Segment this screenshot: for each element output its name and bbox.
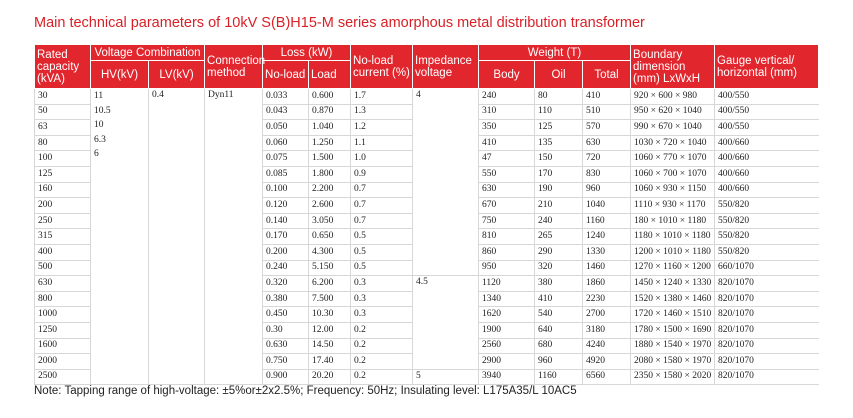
gauge-cell: 820/1070 bbox=[715, 307, 819, 323]
page-title: Main technical parameters of 10kV S(B)H15-M series amorphous metal distribution transformer bbox=[34, 15, 645, 31]
no-load-loss-cell: 0.140 bbox=[263, 213, 309, 229]
oil-weight-cell: 290 bbox=[535, 244, 583, 260]
no-load-loss-cell: 0.240 bbox=[263, 260, 309, 276]
load-loss-cell: 0.600 bbox=[309, 89, 351, 105]
gauge-cell: 400/550 bbox=[715, 89, 819, 105]
total-weight-cell: 1040 bbox=[583, 198, 631, 214]
dimension-cell: 2350 × 1580 × 2020 bbox=[631, 369, 715, 385]
header-load-loss: Load bbox=[309, 61, 351, 89]
no-load-current-cell: 0.2 bbox=[351, 369, 413, 385]
load-loss-cell: 20.20 bbox=[309, 369, 351, 385]
load-loss-cell: 1.500 bbox=[309, 151, 351, 167]
no-load-loss-cell: 0.380 bbox=[263, 291, 309, 307]
capacity-cell: 2500 bbox=[35, 369, 91, 385]
header-rated-capacity: Rated capacity (kVA) bbox=[35, 45, 91, 89]
total-weight-cell: 1860 bbox=[583, 276, 631, 292]
connection-cell: Dyn11 bbox=[205, 89, 263, 385]
load-loss-cell: 4.300 bbox=[309, 244, 351, 260]
total-weight-cell: 4920 bbox=[583, 354, 631, 370]
load-loss-cell: 10.30 bbox=[309, 307, 351, 323]
gauge-cell: 400/660 bbox=[715, 151, 819, 167]
no-load-current-cell: 0.7 bbox=[351, 198, 413, 214]
capacity-cell: 315 bbox=[35, 229, 91, 245]
gauge-cell: 820/1070 bbox=[715, 354, 819, 370]
total-weight-cell: 960 bbox=[583, 182, 631, 198]
hv-value: 10 bbox=[94, 120, 104, 131]
oil-weight-cell: 125 bbox=[535, 120, 583, 136]
oil-weight-cell: 190 bbox=[535, 182, 583, 198]
hv-value: 11 bbox=[94, 91, 104, 101]
impedance-cell: 4.5 bbox=[413, 276, 479, 370]
body-weight-cell: 630 bbox=[479, 182, 535, 198]
no-load-loss-cell: 0.033 bbox=[263, 89, 309, 105]
body-weight-cell: 3940 bbox=[479, 369, 535, 385]
hv-value: 6.3 bbox=[94, 134, 106, 145]
gauge-cell: 820/1070 bbox=[715, 338, 819, 354]
dimension-cell: 1030 × 720 × 1040 bbox=[631, 135, 715, 151]
gauge-cell: 550/820 bbox=[715, 244, 819, 260]
gauge-cell: 400/660 bbox=[715, 182, 819, 198]
no-load-loss-cell: 0.075 bbox=[263, 151, 309, 167]
body-weight-cell: 1900 bbox=[479, 322, 535, 338]
table-row bbox=[35, 89, 819, 105]
no-load-current-cell: 0.2 bbox=[351, 354, 413, 370]
dimension-cell: 920 × 600 × 980 bbox=[631, 89, 715, 105]
total-weight-cell: 830 bbox=[583, 166, 631, 182]
capacity-cell: 800 bbox=[35, 291, 91, 307]
header-weight: Weight (T) bbox=[479, 45, 631, 61]
dimension-cell: 1520 × 1380 × 1460 bbox=[631, 291, 715, 307]
no-load-current-cell: 0.5 bbox=[351, 260, 413, 276]
total-weight-cell: 510 bbox=[583, 104, 631, 120]
capacity-cell: 250 bbox=[35, 213, 91, 229]
dimension-cell: 1110 × 930 × 1170 bbox=[631, 198, 715, 214]
dimension-cell: 990 × 670 × 1040 bbox=[631, 120, 715, 136]
header-boundary-dimension: Boundary dimension (mm) LxWxH bbox=[631, 45, 715, 89]
body-weight-cell: 410 bbox=[479, 135, 535, 151]
oil-weight-cell: 265 bbox=[535, 229, 583, 245]
no-load-current-cell: 0.2 bbox=[351, 338, 413, 354]
body-weight-cell: 750 bbox=[479, 213, 535, 229]
oil-weight-cell: 960 bbox=[535, 354, 583, 370]
capacity-cell: 500 bbox=[35, 260, 91, 276]
gauge-cell: 550/820 bbox=[715, 229, 819, 245]
header-lv: LV(kV) bbox=[149, 61, 205, 89]
no-load-loss-cell: 0.085 bbox=[263, 166, 309, 182]
capacity-cell: 1000 bbox=[35, 307, 91, 323]
oil-weight-cell: 680 bbox=[535, 338, 583, 354]
total-weight-cell: 630 bbox=[583, 135, 631, 151]
dimension-cell: 1720 × 1460 × 1510 bbox=[631, 307, 715, 323]
oil-weight-cell: 150 bbox=[535, 151, 583, 167]
capacity-cell: 1600 bbox=[35, 338, 91, 354]
no-load-loss-cell: 0.170 bbox=[263, 229, 309, 245]
no-load-current-cell: 1.1 bbox=[351, 135, 413, 151]
dimension-cell: 2080 × 1580 × 1970 bbox=[631, 354, 715, 370]
capacity-cell: 2000 bbox=[35, 354, 91, 370]
no-load-current-cell: 1.7 bbox=[351, 89, 413, 105]
load-loss-cell: 3.050 bbox=[309, 213, 351, 229]
no-load-loss-cell: 0.900 bbox=[263, 369, 309, 385]
spec-table-body bbox=[35, 89, 819, 385]
dimension-cell: 1060 × 930 × 1150 bbox=[631, 182, 715, 198]
load-loss-cell: 2.200 bbox=[309, 182, 351, 198]
lv-cell: 0.4 bbox=[149, 89, 205, 385]
no-load-loss-cell: 0.630 bbox=[263, 338, 309, 354]
total-weight-cell: 2700 bbox=[583, 307, 631, 323]
dimension-cell: 1780 × 1500 × 1690 bbox=[631, 322, 715, 338]
no-load-loss-cell: 0.100 bbox=[263, 182, 309, 198]
oil-weight-cell: 1160 bbox=[535, 369, 583, 385]
body-weight-cell: 310 bbox=[479, 104, 535, 120]
no-load-loss-cell: 0.200 bbox=[263, 244, 309, 260]
oil-weight-cell: 240 bbox=[535, 213, 583, 229]
gauge-cell: 400/660 bbox=[715, 135, 819, 151]
load-loss-cell: 17.40 bbox=[309, 354, 351, 370]
oil-weight-cell: 110 bbox=[535, 104, 583, 120]
no-load-current-cell: 0.9 bbox=[351, 166, 413, 182]
body-weight-cell: 2560 bbox=[479, 338, 535, 354]
dimension-cell: 1270 × 1160 × 1200 bbox=[631, 260, 715, 276]
dimension-cell: 180 × 1010 × 1180 bbox=[631, 213, 715, 229]
no-load-current-cell: 0.2 bbox=[351, 322, 413, 338]
body-weight-cell: 670 bbox=[479, 198, 535, 214]
capacity-cell: 400 bbox=[35, 244, 91, 260]
capacity-cell: 63 bbox=[35, 120, 91, 136]
footnote: Note: Tapping range of high-voltage: ±5%or±2x2.5%; Frequency: 50Hz; Insulating level: L175A35/L 10AC5 bbox=[34, 385, 577, 397]
gauge-cell: 400/550 bbox=[715, 104, 819, 120]
header-no-load-current: No-load current (%) bbox=[351, 45, 413, 89]
no-load-current-cell: 0.5 bbox=[351, 229, 413, 245]
gauge-cell: 550/820 bbox=[715, 213, 819, 229]
oil-weight-cell: 380 bbox=[535, 276, 583, 292]
no-load-loss-cell: 0.320 bbox=[263, 276, 309, 292]
dimension-cell: 1060 × 700 × 1070 bbox=[631, 166, 715, 182]
total-weight-cell: 1330 bbox=[583, 244, 631, 260]
load-loss-cell: 6.200 bbox=[309, 276, 351, 292]
load-loss-cell: 5.150 bbox=[309, 260, 351, 276]
header-no-load-loss: No-load bbox=[263, 61, 309, 89]
total-weight-cell: 1460 bbox=[583, 260, 631, 276]
body-weight-cell: 810 bbox=[479, 229, 535, 245]
gauge-cell: 400/550 bbox=[715, 120, 819, 136]
load-loss-cell: 2.600 bbox=[309, 198, 351, 214]
no-load-loss-cell: 0.050 bbox=[263, 120, 309, 136]
header-hv: HV(kV) bbox=[91, 61, 149, 89]
dimension-cell: 1200 × 1010 × 1180 bbox=[631, 244, 715, 260]
no-load-loss-cell: 0.30 bbox=[263, 322, 309, 338]
gauge-cell: 660/1070 bbox=[715, 260, 819, 276]
capacity-cell: 1250 bbox=[35, 322, 91, 338]
total-weight-cell: 3180 bbox=[583, 322, 631, 338]
total-weight-cell: 2230 bbox=[583, 291, 631, 307]
load-loss-cell: 14.50 bbox=[309, 338, 351, 354]
header-loss: Loss (kW) bbox=[263, 45, 351, 61]
oil-weight-cell: 210 bbox=[535, 198, 583, 214]
dimension-cell: 1060 × 770 × 1070 bbox=[631, 151, 715, 167]
header-oil: Oil bbox=[535, 61, 583, 89]
dimension-cell: 1880 × 1540 × 1970 bbox=[631, 338, 715, 354]
body-weight-cell: 950 bbox=[479, 260, 535, 276]
oil-weight-cell: 640 bbox=[535, 322, 583, 338]
no-load-current-cell: 0.3 bbox=[351, 291, 413, 307]
body-weight-cell: 860 bbox=[479, 244, 535, 260]
body-weight-cell: 550 bbox=[479, 166, 535, 182]
total-weight-cell: 6560 bbox=[583, 369, 631, 385]
no-load-loss-cell: 0.043 bbox=[263, 104, 309, 120]
load-loss-cell: 0.870 bbox=[309, 104, 351, 120]
load-loss-cell: 1.800 bbox=[309, 166, 351, 182]
no-load-current-cell: 0.3 bbox=[351, 307, 413, 323]
total-weight-cell: 570 bbox=[583, 120, 631, 136]
body-weight-cell: 1340 bbox=[479, 291, 535, 307]
body-weight-cell: 1120 bbox=[479, 276, 535, 292]
capacity-cell: 100 bbox=[35, 151, 91, 167]
total-weight-cell: 4240 bbox=[583, 338, 631, 354]
no-load-loss-cell: 0.450 bbox=[263, 307, 309, 323]
no-load-loss-cell: 0.060 bbox=[263, 135, 309, 151]
gauge-cell: 820/1070 bbox=[715, 369, 819, 385]
gauge-cell: 820/1070 bbox=[715, 322, 819, 338]
body-weight-cell: 2900 bbox=[479, 354, 535, 370]
body-weight-cell: 47 bbox=[479, 151, 535, 167]
oil-weight-cell: 540 bbox=[535, 307, 583, 323]
total-weight-cell: 720 bbox=[583, 151, 631, 167]
gauge-cell: 550/820 bbox=[715, 198, 819, 214]
no-load-current-cell: 0.5 bbox=[351, 244, 413, 260]
capacity-cell: 50 bbox=[35, 104, 91, 120]
hv-value: 10.5 bbox=[94, 105, 111, 116]
no-load-current-cell: 1.3 bbox=[351, 104, 413, 120]
no-load-loss-cell: 0.750 bbox=[263, 354, 309, 370]
header-total: Total bbox=[583, 61, 631, 89]
hv-value: 6 bbox=[94, 149, 99, 160]
capacity-cell: 630 bbox=[35, 276, 91, 292]
dimension-cell: 1450 × 1240 × 1330 bbox=[631, 276, 715, 292]
load-loss-cell: 1.250 bbox=[309, 135, 351, 151]
oil-weight-cell: 320 bbox=[535, 260, 583, 276]
load-loss-cell: 12.00 bbox=[309, 322, 351, 338]
gauge-cell: 820/1070 bbox=[715, 276, 819, 292]
dimension-cell: 1180 × 1010 × 1180 bbox=[631, 229, 715, 245]
load-loss-cell: 0.650 bbox=[309, 229, 351, 245]
oil-weight-cell: 170 bbox=[535, 166, 583, 182]
header-connection-method: Connection method bbox=[205, 45, 263, 89]
total-weight-cell: 1240 bbox=[583, 229, 631, 245]
capacity-cell: 30 bbox=[35, 89, 91, 105]
oil-weight-cell: 410 bbox=[535, 291, 583, 307]
no-load-loss-cell: 0.120 bbox=[263, 198, 309, 214]
body-weight-cell: 350 bbox=[479, 120, 535, 136]
header-voltage-combination: Voltage Combination bbox=[91, 45, 205, 61]
oil-weight-cell: 80 bbox=[535, 89, 583, 105]
no-load-current-cell: 1.0 bbox=[351, 151, 413, 167]
load-loss-cell: 1.040 bbox=[309, 120, 351, 136]
total-weight-cell: 1160 bbox=[583, 213, 631, 229]
oil-weight-cell: 135 bbox=[535, 135, 583, 151]
impedance-cell: 5 bbox=[413, 369, 479, 385]
load-loss-cell: 7.500 bbox=[309, 291, 351, 307]
hv-cell bbox=[91, 89, 149, 385]
header-gauge: Gauge vertical/ horizontal (mm) bbox=[715, 45, 819, 89]
gauge-cell: 820/1070 bbox=[715, 291, 819, 307]
spec-table bbox=[34, 44, 819, 385]
header-body: Body bbox=[479, 61, 535, 89]
total-weight-cell: 410 bbox=[583, 89, 631, 105]
capacity-cell: 80 bbox=[35, 135, 91, 151]
no-load-current-cell: 0.3 bbox=[351, 276, 413, 292]
capacity-cell: 125 bbox=[35, 166, 91, 182]
no-load-current-cell: 0.7 bbox=[351, 213, 413, 229]
gauge-cell: 400/660 bbox=[715, 166, 819, 182]
no-load-current-cell: 1.2 bbox=[351, 120, 413, 136]
capacity-cell: 160 bbox=[35, 182, 91, 198]
capacity-cell: 200 bbox=[35, 198, 91, 214]
header-impedance-voltage: Impedance voltage bbox=[413, 45, 479, 89]
body-weight-cell: 1620 bbox=[479, 307, 535, 323]
impedance-cell: 4 bbox=[413, 89, 479, 276]
body-weight-cell: 240 bbox=[479, 89, 535, 105]
no-load-current-cell: 0.7 bbox=[351, 182, 413, 198]
dimension-cell: 950 × 620 × 1040 bbox=[631, 104, 715, 120]
